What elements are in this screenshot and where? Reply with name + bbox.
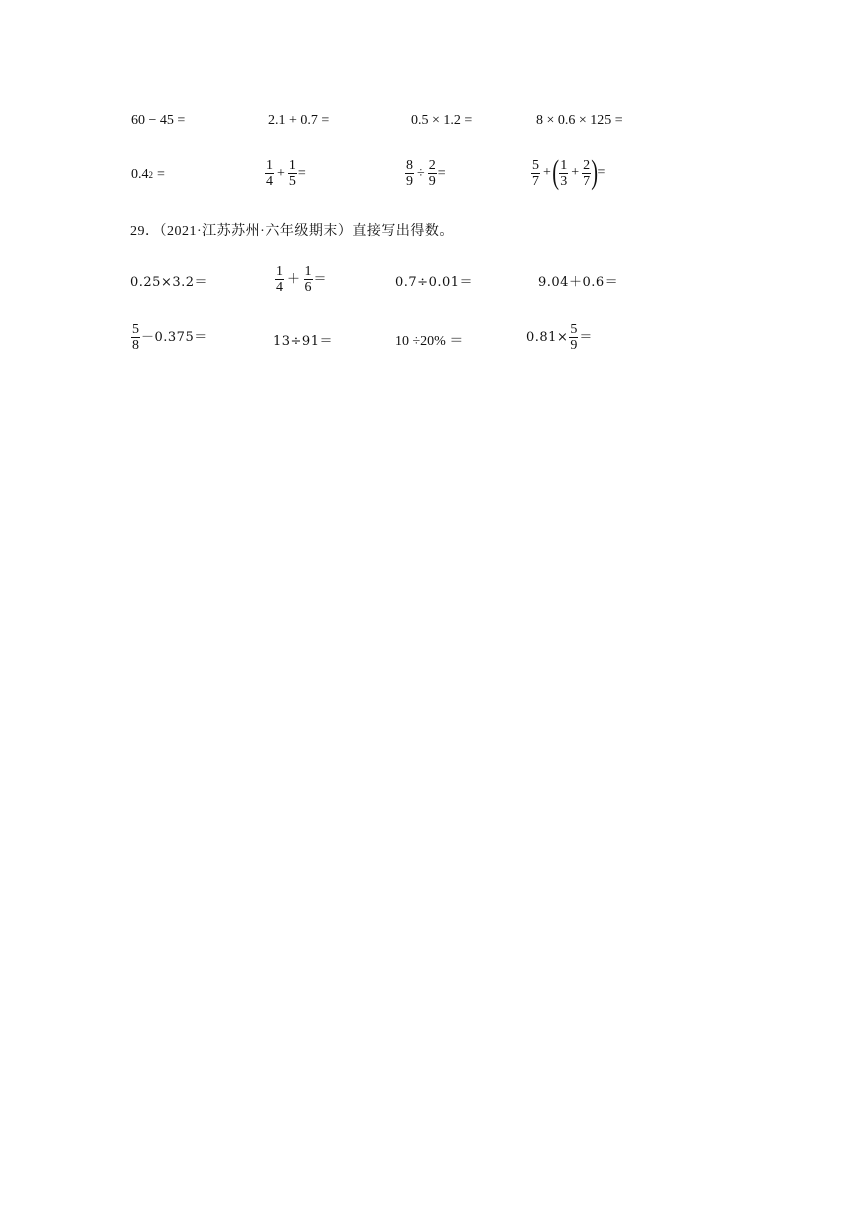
- expr-fraction-sum-2: [274, 264, 327, 295]
- numerator: 5: [132, 322, 139, 337]
- operator: ＋: [287, 272, 301, 287]
- base: 0.4: [131, 167, 149, 182]
- operator: ÷: [417, 165, 425, 181]
- problem-29-title: 29．（2021·江苏苏州·六年级期末）直接写出得数。: [130, 224, 454, 239]
- expr-9.04-plus-0.6: [538, 276, 618, 289]
- expr-head: 0.81×: [526, 330, 569, 345]
- denominator: 9: [406, 174, 413, 189]
- left-paren: (: [552, 154, 559, 191]
- fraction: [582, 158, 591, 189]
- expr-text: 0.7÷0.01＝: [395, 275, 474, 290]
- numerator: 1: [304, 264, 312, 279]
- equals: =: [157, 167, 165, 182]
- fraction: [531, 158, 540, 189]
- expr-text: 8 × 0.6 × 125 =: [536, 113, 623, 128]
- expr-8-times-0.6-times-125: [536, 114, 623, 128]
- expr-10-div-20-percent: [395, 335, 463, 349]
- expr-60-minus-45: [131, 114, 185, 128]
- expr-0.25-times-3.2: [130, 276, 208, 289]
- expr-text: 0.25×3.2＝: [130, 275, 209, 290]
- denominator: 9: [428, 174, 436, 189]
- fraction: [569, 322, 578, 353]
- expr-text: 13÷91＝: [273, 334, 333, 349]
- equals: ＝: [579, 330, 593, 345]
- expr-text: 2.1 + 0.7 =: [268, 113, 330, 128]
- expr-0.81-times-fraction: [526, 322, 593, 353]
- expr-13-div-91: [273, 335, 333, 348]
- numerator: 1: [288, 158, 296, 173]
- expr-tail: －0.375＝: [141, 330, 208, 345]
- numerator: 2: [583, 157, 591, 173]
- expr-text: 10 ÷20% ＝: [395, 334, 464, 349]
- numerator: 1: [276, 264, 283, 279]
- numerator: 8: [406, 158, 413, 173]
- equals: ＝: [313, 272, 328, 287]
- expr-0.7-div-0.01: [395, 276, 473, 289]
- denominator: 8: [132, 338, 139, 353]
- fraction: [304, 264, 313, 295]
- right-paren: ): [591, 154, 599, 191]
- expr-0.5-times-1.2: [411, 114, 472, 128]
- expr-2.1-plus-0.7: [268, 114, 329, 128]
- expr-text: 9.04＋0.6＝: [538, 275, 619, 290]
- equals: =: [297, 165, 306, 181]
- expr-fraction-sum-1: [264, 158, 306, 189]
- denominator: 3: [560, 173, 568, 189]
- operator: +: [543, 165, 551, 180]
- denominator: 6: [304, 280, 312, 295]
- numerator: 1: [560, 157, 568, 173]
- denominator: 7: [583, 173, 591, 189]
- expr-fraction-with-parens: [530, 156, 605, 190]
- expr-text: 0.5 × 1.2 =: [411, 113, 473, 128]
- fraction: [288, 158, 297, 189]
- denominator: 7: [532, 173, 539, 189]
- expr-fraction-minus-0.375: [130, 322, 208, 353]
- equals: =: [597, 165, 606, 180]
- fraction: [428, 158, 437, 189]
- numerator: 5: [532, 157, 539, 173]
- denominator: 9: [570, 338, 578, 353]
- expr-fraction-division: [404, 158, 446, 189]
- fraction: [275, 264, 284, 295]
- operator: +: [277, 165, 285, 181]
- numerator: 1: [266, 158, 273, 173]
- equals: =: [437, 165, 446, 181]
- numerator: 2: [428, 158, 436, 173]
- denominator: 5: [288, 174, 296, 189]
- fraction: [559, 158, 568, 189]
- denominator: 4: [276, 280, 283, 295]
- fraction: [265, 158, 274, 189]
- numerator: 5: [570, 322, 578, 337]
- operator: +: [571, 165, 580, 180]
- fraction: [405, 158, 414, 189]
- denominator: 4: [266, 174, 273, 189]
- fraction: [131, 322, 140, 353]
- expr-0.4-squared: [131, 168, 165, 182]
- exponent: 2: [148, 169, 153, 180]
- expr-text: 60 − 45 =: [131, 113, 186, 128]
